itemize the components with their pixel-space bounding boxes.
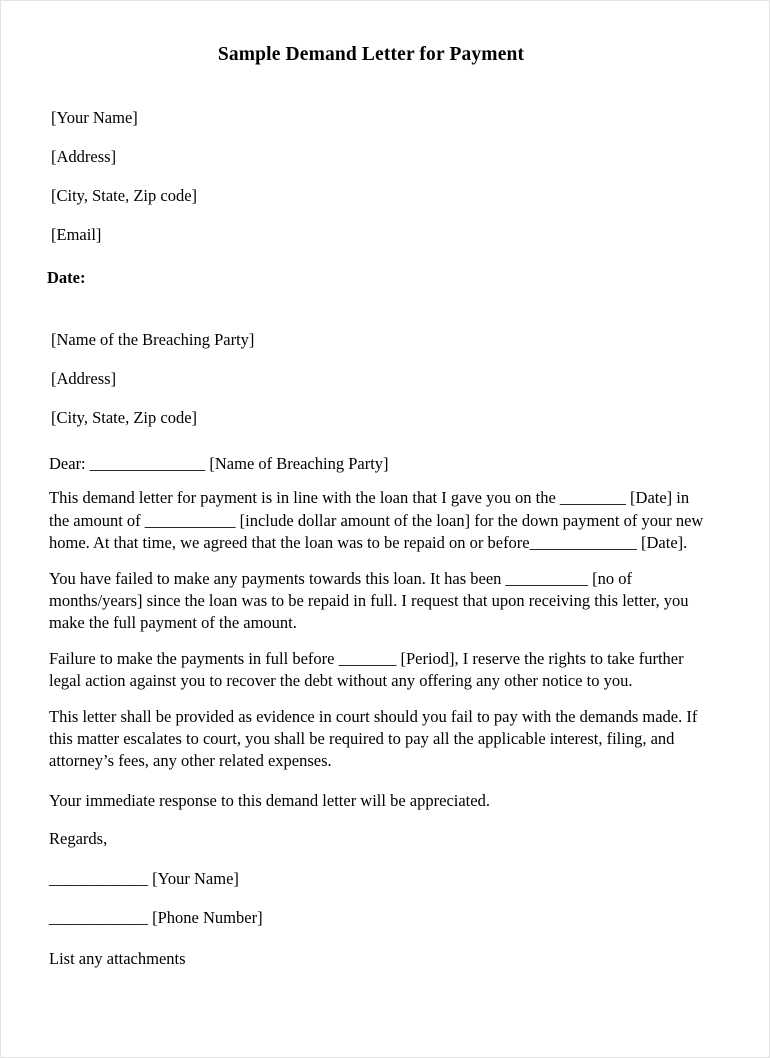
- recipient-address-block: [47, 332, 707, 427]
- sender-email-line: [Email]: [51, 225, 102, 245]
- sender-address-line: [Address]: [51, 147, 117, 167]
- page-title: Sample Demand Letter for Payment: [217, 44, 525, 65]
- recipient-city-state-zip-line: [City, State, Zip code]: [51, 408, 198, 428]
- body-paragraph-1: This demand letter for payment is in line with the loan that I gave you on the ________ [Date] in the amount of ___________ [include dollar amount of the loan] for the down payment of your new home. At that time, we agreed that the loan was to be repaid on or before_____________ [Date].: [49, 488, 708, 553]
- recipient-address-line: [Address]: [51, 369, 117, 389]
- salutation-line: Dear: ______________ [Name of Breaching Party]: [49, 453, 389, 473]
- body-paragraph-2: You have failed to make any payments towards this loan. It has been __________ [no of months/years] since the loan was to be repaid in full. I request that upon receiving this letter, you make the full payment of the amount.: [49, 568, 693, 633]
- regards-line: Regards,: [49, 829, 108, 849]
- recipient-name-line: [Name of the Breaching Party]: [51, 330, 255, 350]
- document-body: [1, 1, 769, 1057]
- date-label: Date:: [47, 267, 86, 287]
- body-paragraph-4: This letter shall be provided as evidence in court should you fail to pay with the demands made. If this matter escalates to court, you shall be required to pay all the applicable interest, filing, and attorney’s fees, any other related expenses.: [49, 706, 702, 771]
- attachments-note: List any attachments: [49, 948, 186, 968]
- signature-name-line: ____________ [Your Name]: [49, 868, 239, 888]
- sender-address-block: [47, 110, 707, 244]
- closing-request-line: Your immediate response to this demand letter will be appreciated.: [49, 790, 490, 810]
- signature-phone-line: ____________ [Phone Number]: [49, 908, 263, 928]
- sender-city-state-zip-line: [City, State, Zip code]: [51, 186, 198, 206]
- body-paragraph-3: Failure to make the payments in full before _______ [Period], I reserve the rights to take further legal action against you to recover the debt without any offering any other notice to you.: [49, 648, 688, 691]
- sender-name-line: [Your Name]: [51, 108, 138, 128]
